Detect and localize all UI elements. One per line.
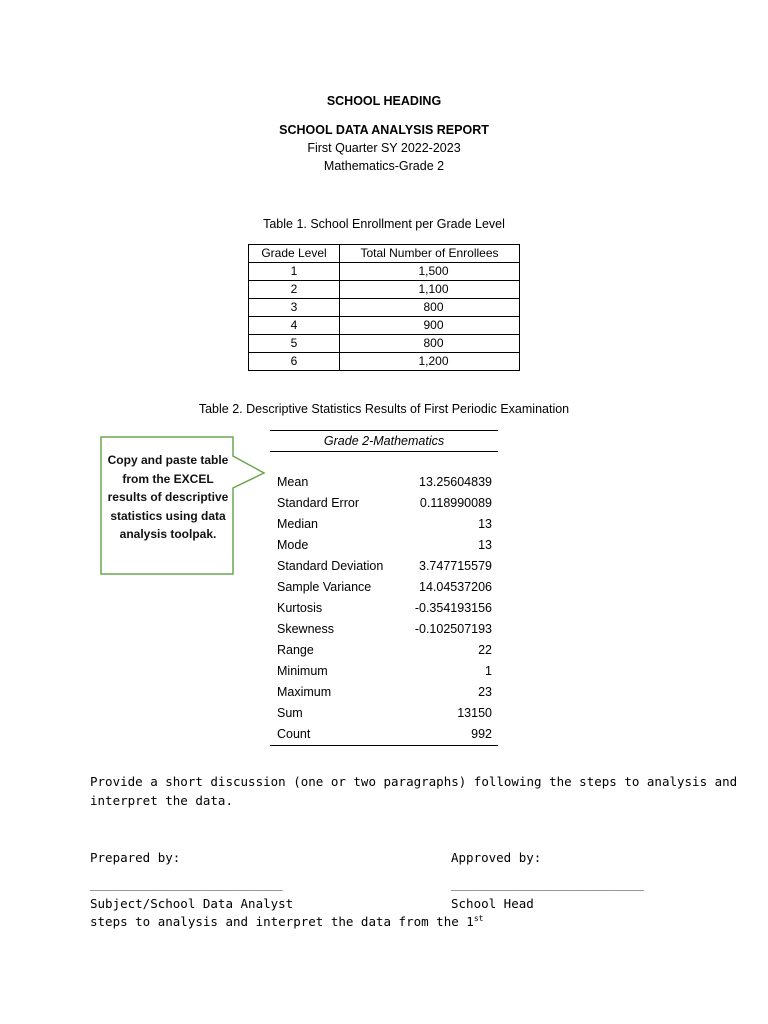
approved-role: School Head (451, 896, 534, 911)
approved-by-label: Approved by: (451, 850, 542, 865)
table-row (249, 317, 520, 335)
table-row (270, 598, 498, 619)
table-row (249, 299, 520, 317)
discussion-line-2: interpret the data. (90, 793, 233, 808)
total-cell: 1,100 (340, 281, 520, 299)
stats-table-header: Grade 2-Mathematics (270, 431, 498, 452)
stat-label: Sum (277, 706, 303, 720)
discussion-line-1: Provide a short discussion (one or two paragraphs) following the steps to analysis and (90, 774, 738, 789)
stat-value: 23 (478, 685, 492, 699)
stat-value: 13.25604839 (419, 475, 492, 489)
table-header-row (249, 245, 520, 263)
table-row (270, 640, 498, 661)
stat-label: Range (277, 643, 314, 657)
total-cell: 1,200 (340, 353, 520, 371)
table-row (249, 281, 520, 299)
prepared-by-label: Prepared by: (90, 850, 181, 865)
footer-text (90, 914, 483, 929)
stat-value: 13 (478, 538, 492, 552)
table-row (270, 682, 498, 703)
grade-cell: 6 (249, 353, 340, 371)
report-title: SCHOOL DATA ANALYSIS REPORT (279, 123, 489, 137)
stat-label: Sample Variance (277, 580, 372, 594)
footer-superscript: st (473, 914, 484, 923)
table-row (270, 661, 498, 682)
footer-main: steps to analysis and interpret the data from the 1 (90, 914, 474, 930)
stat-value: 13 (478, 517, 492, 531)
enrollment-table (248, 244, 520, 371)
grade-cell: 1 (249, 263, 340, 281)
grade-cell: 3 (249, 299, 340, 317)
callout-text: Copy and paste table from the EXCEL results of descriptive statistics using data analysis toolpak. (107, 453, 229, 541)
school-heading: SCHOOL HEADING (326, 94, 442, 108)
total-cell: 1,500 (340, 263, 520, 281)
table-bottom-rule (270, 745, 498, 746)
grade-cell: 4 (249, 317, 340, 335)
stat-label: Count (277, 727, 311, 741)
quarter-label: First Quarter SY 2022-2023 (307, 141, 461, 155)
total-cell: 800 (340, 299, 520, 317)
stat-label: Standard Deviation (277, 559, 384, 573)
subject-label: Mathematics-Grade 2 (323, 159, 445, 173)
grade-cell: 2 (249, 281, 340, 299)
stat-label: Standard Error (277, 496, 359, 510)
table-row (270, 703, 498, 724)
total-cell: 900 (340, 317, 520, 335)
table-row (270, 514, 498, 535)
descriptive-stats-table (270, 430, 498, 746)
stat-value: -0.354193156 (414, 601, 492, 615)
table-row (270, 724, 498, 745)
stat-label: Maximum (277, 685, 332, 699)
table1-caption: Table 1. School Enrollment per Grade Level (263, 217, 505, 231)
stat-value: 992 (471, 727, 492, 741)
table-row (270, 577, 498, 598)
table-row (249, 263, 520, 281)
grade-cell: 5 (249, 335, 340, 353)
table2-caption: Table 2. Descriptive Statistics Results of First Periodic Examination (198, 402, 570, 416)
stat-value: 1 (485, 664, 492, 678)
stat-value: 3.747715579 (419, 559, 492, 573)
stat-value: 14.04537206 (419, 580, 492, 594)
col-grade-level: Grade Level (249, 245, 340, 263)
stat-label: Mode (277, 538, 309, 552)
stat-label: Mean (277, 475, 309, 489)
table-row (249, 335, 520, 353)
stat-value: 0.118990089 (419, 496, 492, 510)
stats-rows (270, 472, 498, 745)
stat-value: 13150 (457, 706, 492, 720)
prepared-signature-line: ______________________________ (90, 878, 283, 891)
table-row (249, 353, 520, 371)
approved-signature-line: ______________________________ (451, 878, 644, 891)
stat-label: Skewness (277, 622, 334, 636)
table-row (270, 493, 498, 514)
table-row (270, 472, 498, 493)
stat-value: -0.102507193 (414, 622, 492, 636)
prepared-role: Subject/School Data Analyst (90, 896, 294, 911)
total-cell: 800 (340, 335, 520, 353)
stat-value: 22 (478, 643, 492, 657)
stat-label: Kurtosis (277, 601, 323, 615)
col-total-enrollees: Total Number of Enrollees (340, 245, 520, 263)
table-row (270, 556, 498, 577)
table-row (270, 619, 498, 640)
stat-label: Minimum (277, 664, 328, 678)
stat-label: Median (277, 517, 318, 531)
table-row (270, 535, 498, 556)
